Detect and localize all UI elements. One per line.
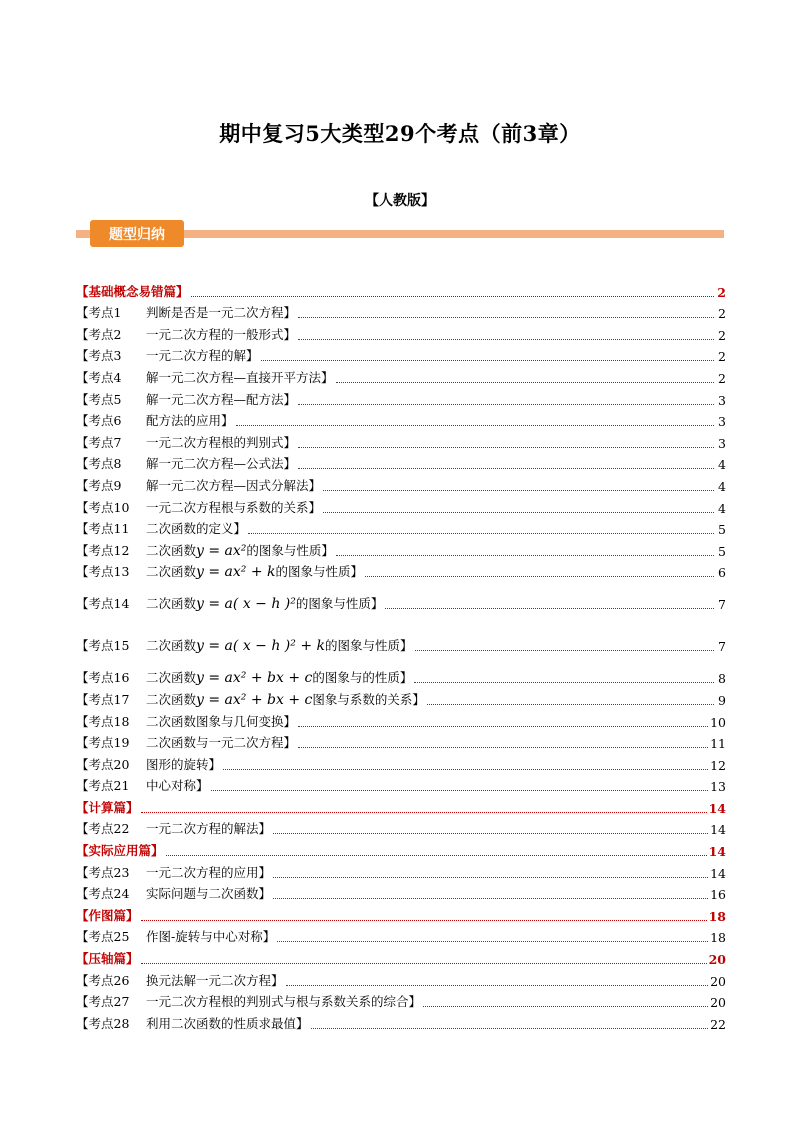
toc-section[interactable] — [76, 837, 726, 859]
toc-entry[interactable] — [76, 924, 726, 946]
toc-entry-title: 一元二次方程根与系数的关系】 — [146, 499, 322, 515]
toc-page-number: 12 — [710, 757, 726, 773]
toc-leader-dots — [141, 919, 707, 921]
toc-entry[interactable] — [76, 654, 726, 686]
toc-leader-dots — [365, 575, 714, 577]
toc-entry[interactable] — [76, 859, 726, 881]
toc-entry-code: 【考点28 — [76, 1015, 130, 1031]
toc-page-number: 4 — [718, 500, 726, 516]
toc-entry-title — [146, 636, 413, 654]
toc-entry-title: 二次函数的定义】 — [146, 521, 247, 537]
toc-entry-code: 【考点21 — [76, 778, 130, 794]
toc-leader-dots — [166, 854, 707, 856]
toc-entry-title-suffix: 图象与系数的关系】 — [312, 691, 425, 707]
toc-entry-code: 【考点22 — [76, 821, 130, 837]
toc-entry[interactable] — [76, 494, 726, 516]
toc-entry[interactable] — [76, 989, 726, 1011]
toc-leader-dots — [141, 962, 707, 964]
toc-entry-title: 一元二次方程的解法】 — [146, 821, 272, 837]
toc-entry-code: 【考点5 — [76, 391, 122, 407]
toc-entry-title-suffix: 的图象与性质】 — [275, 564, 364, 580]
toc-entry-title-prefix: 二次函数 — [146, 596, 197, 612]
toc-section-title: 【基础概念易错篇】 — [76, 283, 189, 299]
document-title: 期中复习5大类型29个考点（前3章） — [219, 121, 581, 146]
toc-page-number: 2 — [717, 284, 726, 300]
toc-entry[interactable] — [76, 537, 726, 559]
toc-page-number: 2 — [718, 327, 726, 343]
toc-entry[interactable] — [76, 816, 726, 838]
toc-leader-dots — [273, 832, 708, 834]
toc-entry-title-prefix: 二次函数 — [146, 691, 197, 707]
toc-entry[interactable] — [76, 773, 726, 795]
toc-page-number: 7 — [718, 597, 726, 613]
toc-section[interactable] — [76, 278, 726, 300]
toc-leader-dots — [427, 703, 714, 705]
toc-entry-code: 【考点2 — [76, 326, 122, 342]
toc-entry-title: 图形的旋转】 — [146, 756, 222, 772]
toc-entry-code: 【考点17 — [76, 691, 130, 707]
toc-entry-code: 【考点7 — [76, 434, 122, 450]
toc-page-number: 22 — [710, 1016, 726, 1032]
toc-entry-title-prefix: 二次函数 — [146, 670, 197, 686]
toc-leader-dots — [273, 876, 708, 878]
toc-page-number: 11 — [710, 736, 726, 752]
toc-entry-title: 解一元二次方程—公式法】 — [146, 456, 297, 472]
toc-leader-dots — [211, 789, 709, 791]
toc-leader-dots — [261, 359, 714, 361]
toc-entry-code: 【考点19 — [76, 735, 130, 751]
toc-entry-code: 【考点1 — [76, 305, 122, 321]
toc-entry-code: 【考点14 — [76, 596, 130, 612]
toc-entry[interactable] — [76, 321, 726, 343]
toc-page-number: 5 — [718, 543, 726, 559]
toc-page-number: 16 — [710, 887, 726, 903]
toc-entry-title — [146, 594, 383, 612]
toc-entry[interactable] — [76, 559, 726, 581]
toc-entry-title: 解一元二次方程—直接开平方法】 — [146, 369, 334, 385]
toc-page-number: 3 — [718, 392, 726, 408]
toc-entry-title — [146, 541, 334, 559]
toc-leader-dots — [141, 811, 707, 813]
toc-entry-code: 【考点23 — [76, 864, 130, 880]
toc-entry-code: 【考点4 — [76, 369, 122, 385]
toc-entry-title: 解一元二次方程—因式分解法】 — [146, 477, 322, 493]
toc-entry[interactable] — [76, 730, 726, 752]
toc-entry-title: 判断是否是一元二次方程】 — [146, 305, 297, 321]
toc-leader-dots — [323, 489, 714, 491]
toc-page-number: 3 — [718, 435, 726, 451]
toc-entry-title: 一元二次方程的应用】 — [146, 864, 272, 880]
toc-page-number: 20 — [710, 995, 726, 1011]
toc-page-number: 14 — [710, 865, 726, 881]
toc-leader-dots — [298, 338, 714, 340]
toc-page-number: 20 — [710, 973, 726, 989]
toc-entry-code: 【考点10 — [76, 499, 130, 515]
toc-entry-title — [146, 668, 412, 686]
toc-entry-code: 【考点12 — [76, 542, 130, 558]
toc-entry[interactable] — [76, 516, 726, 538]
toc-entry-title-suffix: 的图象与性质】 — [295, 596, 384, 612]
toc-entry-code: 【考点16 — [76, 670, 130, 686]
toc-entry[interactable] — [76, 300, 726, 322]
toc-entry[interactable] — [76, 881, 726, 903]
toc-entry-title: 二次函数图象与几何变换】 — [146, 713, 297, 729]
toc-leader-dots — [248, 532, 714, 534]
toc-section[interactable] — [76, 945, 726, 967]
toc-entry-code: 【考点9 — [76, 477, 122, 493]
toc-leader-dots — [298, 316, 714, 318]
toc-entry-title-suffix: 的图象与性质】 — [325, 638, 413, 654]
toc-page-number: 14 — [708, 800, 726, 816]
toc-entry-code: 【考点3 — [76, 348, 122, 364]
toc-entry-code: 【考点6 — [76, 413, 122, 429]
toc-leader-dots — [385, 607, 714, 609]
toc-leader-dots — [286, 984, 709, 986]
toc-leader-dots — [336, 381, 714, 383]
toc-page-number: 8 — [718, 671, 726, 687]
toc-entry-code: 【考点18 — [76, 713, 130, 729]
toc-page-number: 6 — [718, 565, 726, 581]
toc-entry[interactable] — [76, 1010, 726, 1032]
toc-entry-formula: y = a( x − h )² — [196, 596, 296, 613]
toc-leader-dots — [298, 403, 714, 405]
toc-entry-title: 配方法的应用】 — [146, 413, 234, 429]
toc-entry-title: 换元法解一元二次方程】 — [146, 972, 284, 988]
toc-entry-formula: y = a( x − h )² + k — [196, 638, 325, 655]
toc-leader-dots — [323, 511, 714, 513]
toc-leader-dots — [298, 446, 714, 448]
toc-leader-dots — [273, 897, 708, 899]
toc-section-title: 【作图篇】 — [76, 907, 139, 923]
toc-entry[interactable] — [76, 580, 726, 612]
toc-entry-code: 【考点25 — [76, 929, 130, 945]
toc-entry-title: 一元二次方程的解】 — [146, 348, 259, 364]
toc-entry-title: 利用二次函数的性质求最值】 — [146, 1015, 309, 1031]
toc-page-number: 14 — [708, 844, 726, 860]
toc-entry-title — [146, 690, 425, 708]
toc-entry[interactable] — [76, 451, 726, 473]
toc-entry-code: 【考点13 — [76, 564, 130, 580]
toc-page-number: 4 — [718, 478, 726, 494]
toc-leader-dots — [277, 940, 708, 942]
toc-leader-dots — [311, 1027, 709, 1029]
toc-page-number: 9 — [718, 692, 726, 708]
toc-entry[interactable] — [76, 386, 726, 408]
toc-page-number: 18 — [708, 908, 726, 924]
toc-page-number: 18 — [710, 930, 726, 946]
toc-entry-title-prefix: 二次函数 — [146, 638, 197, 654]
toc-entry-formula: y = ax² + bx + c — [196, 691, 313, 708]
toc-entry-formula: y = ax² — [196, 542, 247, 559]
toc-entry-title-suffix: 的图象与性质】 — [246, 542, 334, 558]
toc-leader-dots — [423, 1005, 708, 1007]
toc-entry-code: 【考点26 — [76, 972, 130, 988]
toc-leader-dots — [415, 649, 714, 651]
toc-page-number: 10 — [710, 714, 726, 730]
toc-entry-formula: y = ax² + k — [196, 564, 276, 581]
toc-page-number: 14 — [710, 822, 726, 838]
table-of-contents — [76, 278, 726, 1032]
toc-entry-code: 【考点8 — [76, 456, 122, 472]
toc-entry-title: 作图-旋转与中心对称】 — [146, 929, 276, 945]
toc-page-number: 20 — [708, 952, 726, 968]
toc-leader-dots — [223, 768, 708, 770]
toc-entry-title-prefix: 二次函数 — [146, 542, 197, 558]
toc-section-title: 【计算篇】 — [76, 799, 139, 815]
toc-entry-title: 一元二次方程根的判别式与根与系数关系的综合】 — [146, 994, 422, 1010]
section-banner: 题型归纳 — [90, 220, 184, 247]
toc-entry-title: 中心对称】 — [146, 778, 209, 794]
toc-entry-code: 【考点15 — [76, 638, 130, 654]
toc-entry-code: 【考点27 — [76, 994, 130, 1010]
toc-entry[interactable] — [76, 472, 726, 494]
toc-section[interactable] — [76, 902, 726, 924]
toc-page-number: 3 — [718, 414, 726, 430]
toc-entry[interactable] — [76, 708, 726, 730]
toc-entry[interactable] — [76, 612, 726, 654]
toc-section-title: 【压轴篇】 — [76, 951, 139, 967]
toc-entry-title-prefix: 二次函数 — [146, 564, 197, 580]
edition-label: 【人教版】 — [365, 193, 435, 209]
toc-section-title: 【实际应用篇】 — [76, 843, 164, 859]
toc-section[interactable] — [76, 794, 726, 816]
toc-entry-title — [146, 562, 363, 580]
toc-leader-dots — [298, 467, 714, 469]
toc-leader-dots — [236, 424, 714, 426]
toc-entry[interactable] — [76, 343, 726, 365]
toc-leader-dots — [336, 554, 714, 556]
toc-page-number: 7 — [718, 639, 726, 655]
toc-entry-code: 【考点24 — [76, 886, 130, 902]
toc-leader-dots — [191, 295, 714, 297]
toc-entry-title: 解一元二次方程—配方法】 — [146, 391, 297, 407]
toc-page-number: 2 — [718, 349, 726, 365]
toc-entry[interactable] — [76, 686, 726, 708]
toc-entry[interactable] — [76, 429, 726, 451]
toc-entry-title: 一元二次方程根的判别式】 — [146, 434, 297, 450]
toc-entry-title: 二次函数与一元二次方程】 — [146, 735, 297, 751]
toc-page-number: 5 — [718, 522, 726, 538]
toc-page-number: 4 — [718, 457, 726, 473]
toc-entry[interactable] — [76, 967, 726, 989]
toc-entry[interactable] — [76, 751, 726, 773]
toc-entry-title-suffix: 的图象与的性质】 — [312, 670, 413, 686]
toc-leader-dots — [298, 725, 708, 727]
toc-page-number: 13 — [710, 779, 726, 795]
toc-leader-dots — [298, 746, 708, 748]
toc-entry-code: 【考点11 — [76, 521, 130, 537]
toc-page-number: 2 — [718, 306, 726, 322]
toc-entry-title: 一元二次方程的一般形式】 — [146, 326, 297, 342]
toc-entry[interactable] — [76, 408, 726, 430]
toc-entry-formula: y = ax² + bx + c — [196, 670, 313, 687]
toc-entry[interactable] — [76, 364, 726, 386]
toc-leader-dots — [414, 681, 714, 683]
toc-page-number: 2 — [718, 370, 726, 386]
toc-entry-title: 实际问题与二次函数】 — [146, 886, 272, 902]
toc-entry-code: 【考点20 — [76, 756, 130, 772]
